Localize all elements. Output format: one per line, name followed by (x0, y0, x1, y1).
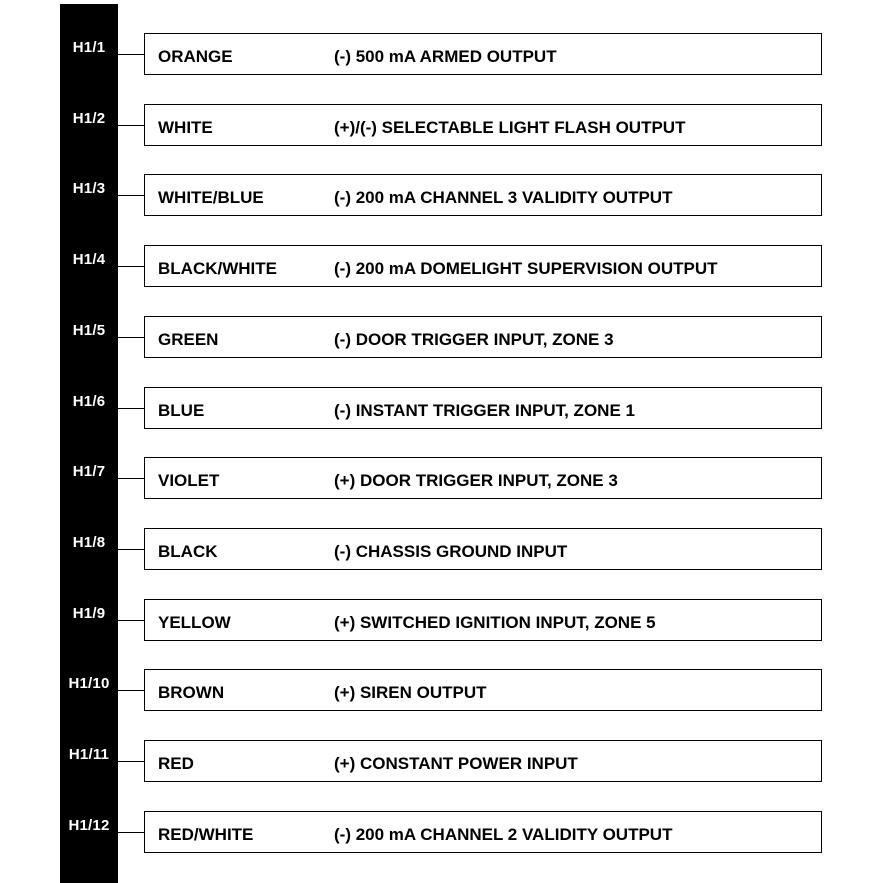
wire-color: BLUE (158, 401, 205, 420)
wire-box (144, 316, 822, 358)
wire-function: (+)/(-) SELECTABLE LIGHT FLASH OUTPUT (334, 118, 686, 137)
pin-label: H1/12 (68, 817, 110, 834)
pin-row (0, 599, 883, 643)
wire-function: (-) DOOR TRIGGER INPUT, ZONE 3 (334, 330, 614, 349)
wire-function: (-) CHASSIS GROUND INPUT (334, 542, 568, 561)
lead-line (118, 195, 144, 196)
pin-label: H1/4 (72, 251, 106, 268)
lead-line (118, 125, 144, 126)
lead-line (118, 266, 144, 267)
wire-box (144, 528, 822, 570)
pin-label: H1/11 (68, 746, 110, 763)
lead-line (118, 408, 144, 409)
wire-color: YELLOW (158, 613, 231, 632)
wire-box (144, 740, 822, 782)
wire-function: (-) 200 mA CHANNEL 2 VALIDITY OUTPUT (334, 825, 673, 844)
wire-function: (+) CONSTANT POWER INPUT (334, 754, 578, 773)
wire-color: VIOLET (158, 471, 220, 490)
pin-label: H1/5 (72, 322, 106, 339)
wire-function: (-) 200 mA CHANNEL 3 VALIDITY OUTPUT (334, 188, 673, 207)
wire-function: (-) 500 mA ARMED OUTPUT (334, 47, 557, 66)
pin-label: H1/9 (72, 605, 106, 622)
wire-function: (-) 200 mA DOMELIGHT SUPERVISION OUTPUT (334, 259, 718, 278)
pin-row (0, 104, 883, 148)
wire-function: (+) DOOR TRIGGER INPUT, ZONE 3 (334, 471, 618, 490)
pin-label: H1/10 (68, 675, 110, 692)
pin-row (0, 740, 883, 784)
lead-line (118, 478, 144, 479)
wire-color: BLACK (158, 542, 218, 561)
wire-box (144, 104, 822, 146)
pin-row (0, 174, 883, 218)
pin-label: H1/1 (72, 39, 106, 56)
wire-box (144, 174, 822, 216)
pin-label: H1/8 (72, 534, 106, 551)
wire-box (144, 387, 822, 429)
pin-label: H1/3 (72, 180, 106, 197)
wire-color: WHITE/BLUE (158, 188, 264, 207)
pin-row (0, 387, 883, 431)
wire-box (144, 457, 822, 499)
wire-color: RED/WHITE (158, 825, 254, 844)
wire-color: BLACK/WHITE (158, 259, 277, 278)
pin-label: H1/6 (72, 393, 106, 410)
pin-row (0, 457, 883, 501)
pin-label: H1/7 (72, 463, 106, 480)
pin-row (0, 316, 883, 360)
wire-color: BROWN (158, 683, 225, 702)
lead-line (118, 54, 144, 55)
wire-function: (-) INSTANT TRIGGER INPUT, ZONE 1 (334, 401, 635, 420)
wire-box (144, 811, 822, 853)
lead-line (118, 620, 144, 621)
lead-line (118, 549, 144, 550)
wire-box (144, 669, 822, 711)
wire-color: ORANGE (158, 47, 233, 66)
wire-function: (+) SWITCHED IGNITION INPUT, ZONE 5 (334, 613, 656, 632)
pin-row (0, 528, 883, 572)
pin-row (0, 33, 883, 77)
pin-row (0, 245, 883, 289)
wire-function: (+) SIREN OUTPUT (334, 683, 487, 702)
lead-line (118, 832, 144, 833)
lead-line (118, 761, 144, 762)
wire-color: WHITE (158, 118, 213, 137)
wire-box (144, 33, 822, 75)
wire-box (144, 245, 822, 287)
pin-row (0, 669, 883, 713)
wire-color: RED (158, 754, 194, 773)
wire-color: GREEN (158, 330, 219, 349)
wire-box (144, 599, 822, 641)
lead-line (118, 690, 144, 691)
lead-line (118, 337, 144, 338)
pin-label: H1/2 (72, 110, 106, 127)
pin-row (0, 811, 883, 855)
